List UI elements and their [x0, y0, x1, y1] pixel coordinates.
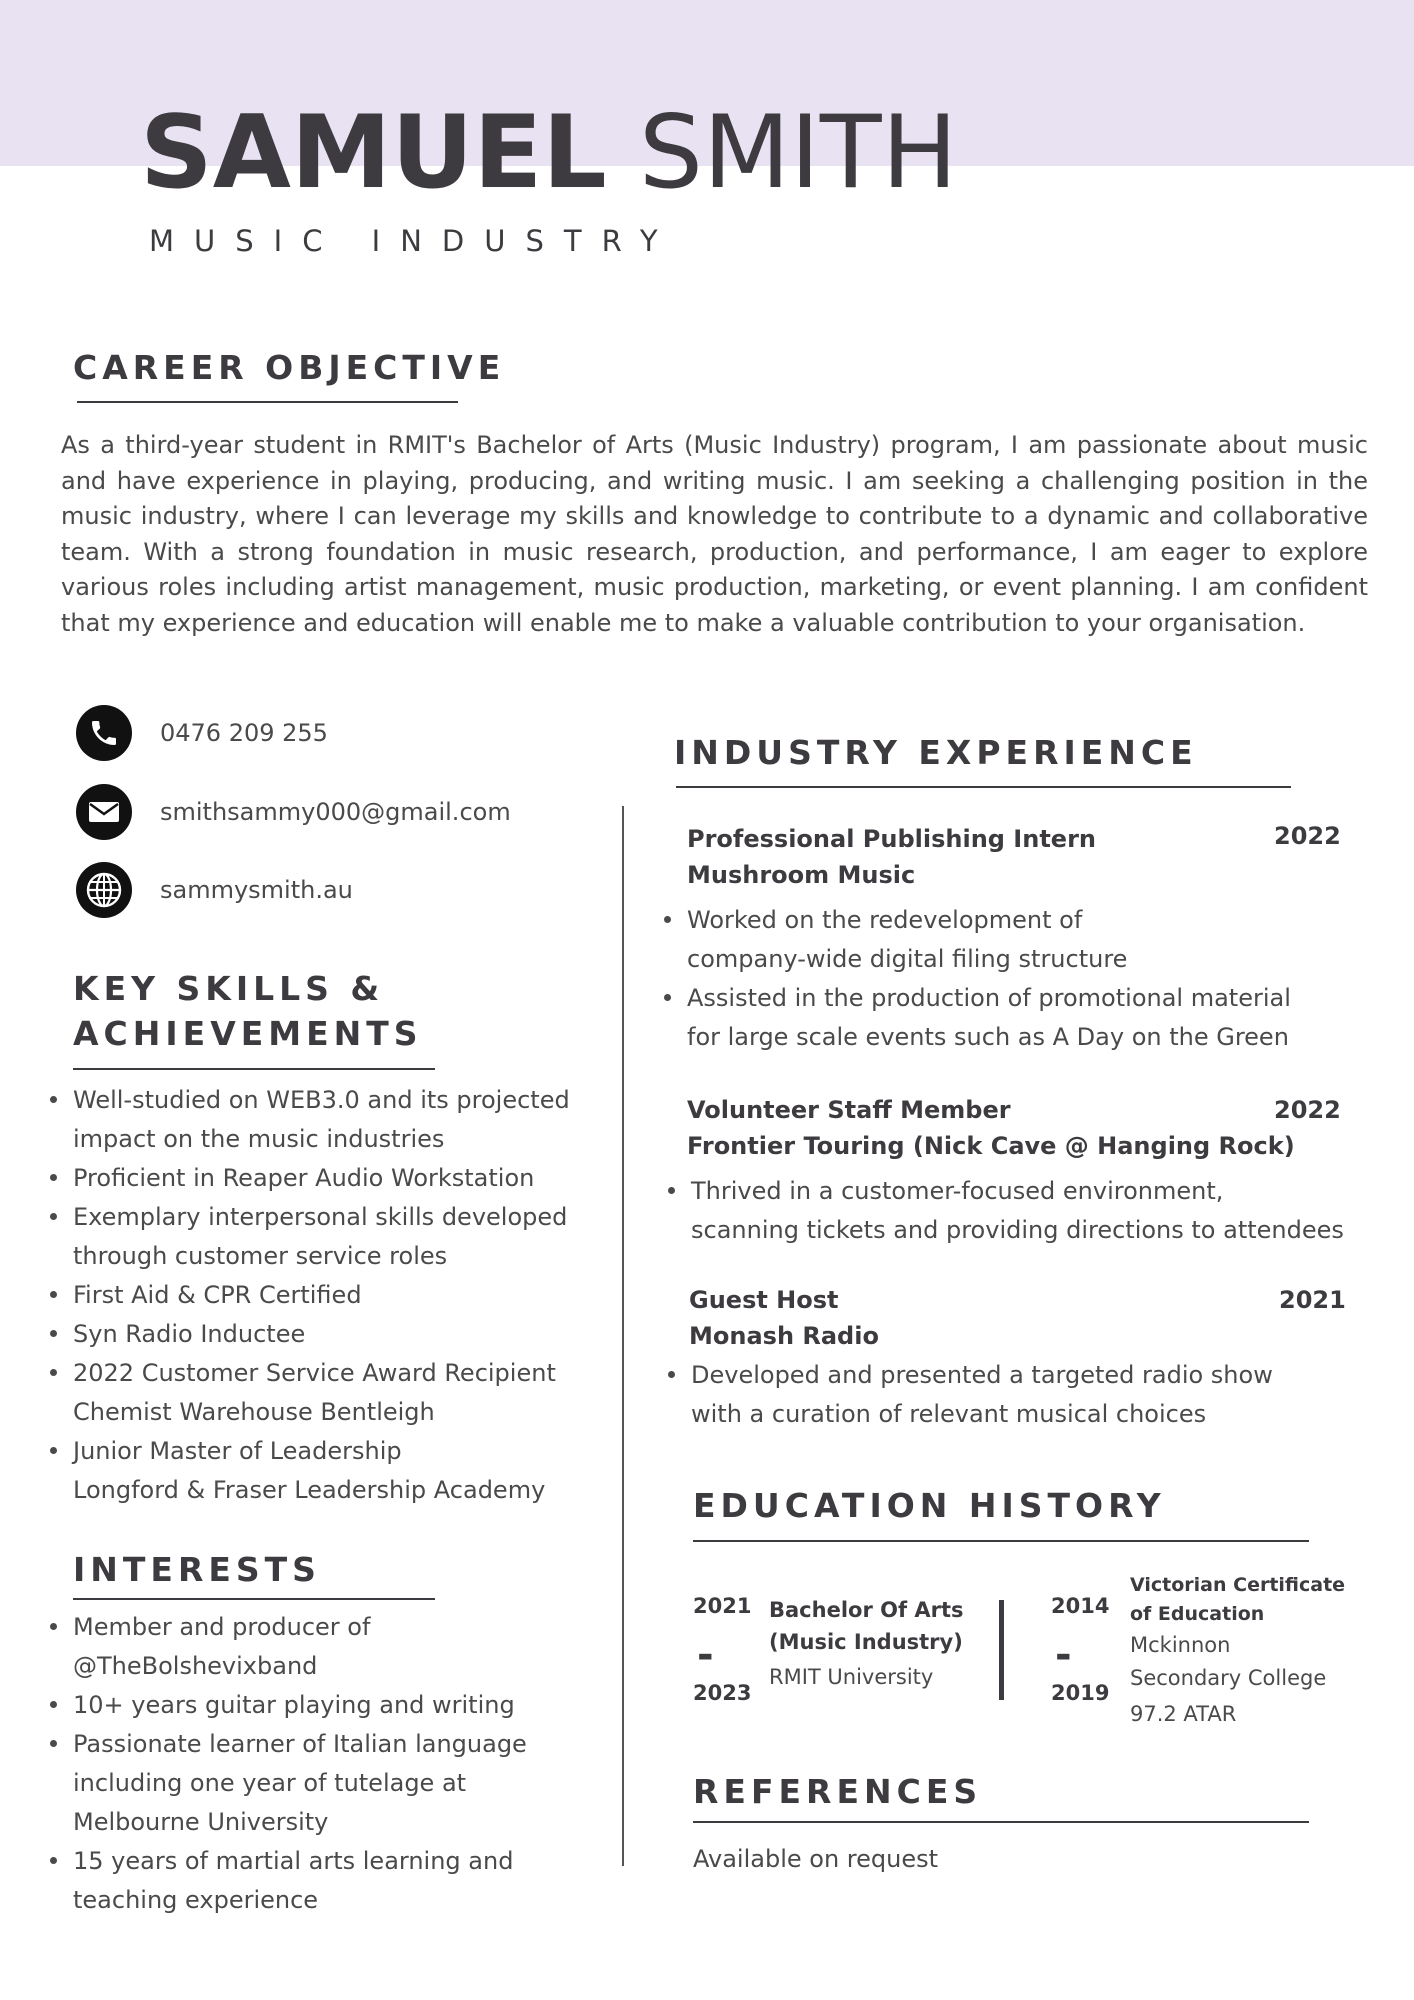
job-company: Frontier Touring (Nick Cave @ Hanging Rock) — [687, 1132, 1295, 1160]
list-item — [73, 1081, 603, 1159]
list-item — [73, 1354, 603, 1432]
career-objective-text: As a third-year student in RMIT's Bachelor of Arts (Music Industry) program, I am passionate about music and have experience in playing, producing, and writing music. I am seeking a challenging position in the music industry, where I can leverage my skills and knowledge to contribute to a dynamic and collaborative team. With a strong foundation in music research, production, and performance, I am eager to explore various roles including artist management, music production, marketing, or event planning. I am confident that my experience and education will enable me to make a valuable contribution to your organisation. — [61, 431, 1368, 637]
list-item-line: Longford & Fraser Leadership Academy — [73, 1476, 546, 1504]
job-title: Guest Host — [689, 1286, 839, 1314]
globe-icon — [76, 862, 132, 918]
list-item-line: through customer service roles — [73, 1242, 448, 1270]
experience-heading: INDUSTRY EXPERIENCE — [674, 733, 1198, 772]
list-item — [73, 1842, 603, 1920]
last-name: SMITH — [638, 93, 958, 211]
list-item — [73, 1159, 603, 1198]
edu-degree: (Music Industry) — [769, 1630, 963, 1654]
job-bullets — [687, 901, 1387, 1057]
list-item-line: Assisted in the production of promotional material — [687, 984, 1291, 1012]
job-1 — [687, 821, 1096, 893]
edu-start-year: 2021 — [693, 1594, 752, 1618]
edu-end-year: 2019 — [1051, 1681, 1110, 1705]
skills-list — [73, 1081, 603, 1510]
list-item — [687, 901, 1387, 979]
list-item-line: scanning tickets and providing directions to attendees — [691, 1216, 1344, 1244]
contact-website-row — [76, 860, 353, 920]
edu-degree: of Education — [1130, 1603, 1265, 1625]
references-rule — [693, 1821, 1309, 1823]
edu-start-year: 2014 — [1051, 1594, 1110, 1618]
job-company: Monash Radio — [689, 1322, 879, 1350]
list-item-line: First Aid & CPR Certified — [73, 1281, 362, 1309]
job-title: Professional Publishing Intern — [687, 825, 1096, 853]
references-heading: REFERENCES — [693, 1772, 983, 1811]
list-item-line: 2022 Customer Service Award Recipient — [73, 1359, 556, 1387]
job-3 — [689, 1282, 879, 1354]
list-item-line: Syn Radio Inductee — [73, 1320, 306, 1348]
list-item — [691, 1356, 1391, 1434]
list-item — [73, 1432, 603, 1510]
edu-degree: Bachelor Of Arts — [769, 1598, 964, 1622]
interests-heading: INTERESTS — [73, 1550, 321, 1589]
email-address[interactable]: smithsammy000@gmail.com — [160, 798, 511, 826]
interests-list — [73, 1608, 603, 1920]
list-item-line: including one year of tutelage at — [73, 1769, 467, 1797]
first-name: SAMUEL — [140, 93, 607, 211]
phone-number[interactable]: 0476 209 255 — [160, 719, 328, 747]
list-item — [73, 1608, 603, 1686]
edu-degree: Victorian Certificate — [1130, 1574, 1346, 1596]
list-item — [73, 1276, 603, 1315]
list-item-line: impact on the music industries — [73, 1125, 445, 1153]
skills-heading — [73, 966, 423, 1056]
list-item-line: Proficient in Reaper Audio Workstation — [73, 1164, 535, 1192]
skills-heading-line1: KEY SKILLS & — [73, 969, 385, 1008]
list-item-line: teaching experience — [73, 1886, 319, 1914]
list-item-line: Exemplary interpersonal skills developed — [73, 1203, 568, 1231]
job-title: Volunteer Staff Member — [687, 1096, 1011, 1124]
job-2 — [687, 1092, 1295, 1164]
edu-entry-2 — [1130, 1571, 1345, 1733]
edu-dash: - — [697, 1632, 714, 1678]
list-item-line: Chemist Warehouse Bentleigh — [73, 1398, 435, 1426]
education-heading: EDUCATION HISTORY — [693, 1486, 1166, 1525]
career-objective-rule — [77, 401, 458, 403]
list-item — [687, 979, 1387, 1057]
job-bullets — [691, 1356, 1391, 1434]
phone-icon — [76, 705, 132, 761]
education-divider — [999, 1600, 1004, 1700]
email-icon — [76, 784, 132, 840]
list-item-line: @TheBolshevixband — [73, 1652, 318, 1680]
list-item-line: Thrived in a customer-focused environment, — [691, 1177, 1224, 1205]
references-text: Available on request — [693, 1845, 939, 1873]
contact-email-row — [76, 782, 511, 842]
job-company: Mushroom Music — [687, 861, 916, 889]
edu-dash: - — [1055, 1632, 1072, 1678]
education-rule — [693, 1540, 1309, 1542]
skills-heading-line2: ACHIEVEMENTS — [73, 1014, 423, 1053]
job-year: 2021 — [1279, 1286, 1346, 1314]
list-item-line: Melbourne University — [73, 1808, 329, 1836]
list-item-line: Well-studied on WEB3.0 and its projected — [73, 1086, 570, 1114]
edu-end-year: 2023 — [693, 1681, 752, 1705]
contact-phone-row — [76, 703, 328, 763]
list-item — [73, 1686, 603, 1725]
interests-rule — [73, 1598, 435, 1600]
name-subtitle: MUSIC INDUSTRY — [149, 224, 678, 258]
list-item-line: company-wide digital filing structure — [687, 945, 1128, 973]
list-item — [73, 1315, 603, 1354]
edu-school: Secondary College — [1130, 1666, 1327, 1690]
job-year: 2022 — [1274, 822, 1341, 850]
list-item-line: 15 years of martial arts learning and — [73, 1847, 514, 1875]
list-item-line: Junior Master of Leadership — [73, 1437, 402, 1465]
website-url[interactable]: sammysmith.au — [160, 876, 353, 904]
edu-score: 97.2 ATAR — [1130, 1702, 1237, 1726]
list-item-line: 10+ years guitar playing and writing — [73, 1691, 515, 1719]
job-year: 2022 — [1274, 1096, 1341, 1124]
edu-school: Mckinnon — [1130, 1633, 1231, 1657]
list-item — [691, 1172, 1391, 1250]
experience-rule — [676, 786, 1291, 788]
candidate-name — [140, 93, 958, 211]
career-objective-heading: CAREER OBJECTIVE — [73, 348, 506, 387]
list-item — [73, 1725, 603, 1842]
list-item-line: Worked on the redevelopment of — [687, 906, 1083, 934]
list-item-line: Member and producer of — [73, 1613, 371, 1641]
list-item-line: with a curation of relevant musical choices — [691, 1400, 1207, 1428]
job-bullets — [691, 1172, 1391, 1250]
list-item — [73, 1198, 603, 1276]
list-item-line: Passionate learner of Italian language — [73, 1730, 527, 1758]
list-item-line: for large scale events such as A Day on the Green — [687, 1023, 1289, 1051]
edu-school: RMIT University — [769, 1665, 934, 1689]
skills-rule — [73, 1068, 435, 1070]
column-divider — [622, 806, 624, 1866]
edu-entry-1 — [769, 1594, 964, 1696]
list-item-line: Developed and presented a targeted radio show — [691, 1361, 1273, 1389]
